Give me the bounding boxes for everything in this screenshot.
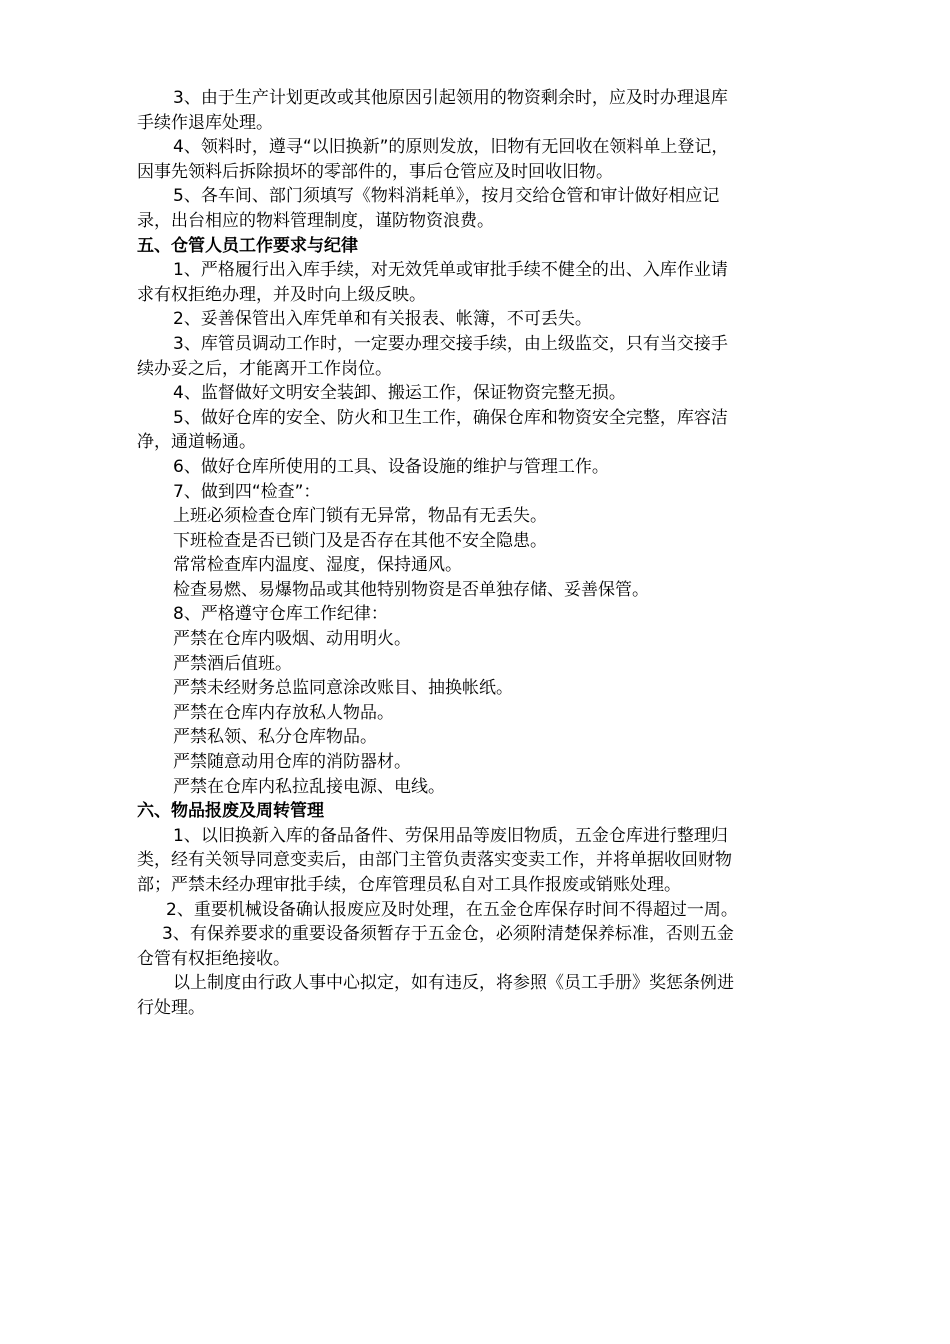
paragraph-line: 严禁在仓库内存放私人物品。	[173, 702, 394, 723]
paragraph-line: 严禁在仓库内私拉乱接电源、电线。	[173, 776, 445, 797]
paragraph-line: 下班检查是否已锁门及是否存在其他不安全隐患。	[173, 530, 547, 551]
paragraph-line: 7、做到四“检查”：	[173, 481, 321, 502]
paragraph-line: 4、监督做好文明安全装卸、搬运工作，保证物资完整无损。	[173, 383, 626, 404]
paragraph-line: 手续作退库处理。	[137, 112, 273, 133]
paragraph-line: 严禁私领、私分仓库物品。	[173, 727, 377, 748]
paragraph-line: 净，通道畅通。	[137, 432, 256, 453]
section-heading: 五、仓管人员工作要求与纪律	[137, 235, 358, 256]
paragraph-line: 4、领料时，遵寻“以旧换新”的原则发放，旧物有无回收在领料单上登记，	[173, 137, 729, 158]
document-body	[137, 86, 817, 1021]
paragraph-line: 2、重要机械设备确认报废应及时处理，在五金仓库保存时间不得超过一周。	[166, 899, 738, 920]
paragraph-line: 3、库管员调动工作时，一定要办理交接手续，由上级监交，只有当交接手	[173, 333, 728, 354]
paragraph-line: 续办妥之后，才能离开工作岗位。	[137, 358, 392, 379]
paragraph-line: 常常检查库内温度、湿度，保持通风。	[173, 555, 462, 576]
paragraph-line: 2、妥善保管出入库凭单和有关报表、帐簿，不可丢失。	[173, 309, 592, 330]
paragraph-line: 因事先领料后拆除损坏的零部件的，事后仓管应及时回收旧物。	[137, 161, 613, 182]
paragraph-line: 仓管有权拒绝接收。	[137, 948, 290, 969]
paragraph-line: 检查易燃、易爆物品或其他特别物资是否单独存储、妥善保管。	[173, 579, 649, 600]
paragraph-line: 6、做好仓库所使用的工具、设备设施的维护与管理工作。	[173, 456, 609, 477]
paragraph-line: 求有权拒绝办理，并及时向上级反映。	[137, 284, 426, 305]
paragraph-line: 严禁随意动用仓库的消防器材。	[173, 752, 411, 773]
paragraph-line: 类，经有关领导同意变卖后，由部门主管负责落实变卖工作，并将单据收回财物	[137, 850, 732, 871]
paragraph-line: 严禁在仓库内吸烟、动用明火。	[173, 629, 411, 650]
paragraph-line: 录，出台相应的物料管理制度，谨防物资浪费。	[137, 210, 494, 231]
paragraph-line: 3、有保养要求的重要设备须暂存于五金仓，必须附清楚保养标准，否则五金	[162, 924, 734, 945]
paragraph-line: 部；严禁未经办理审批手续，仓库管理员私自对工具作报废或销账处理。	[137, 875, 681, 895]
paragraph-line: 严禁酒后值班。	[173, 653, 292, 674]
paragraph-line: 5、各车间、部门须填写《物料消耗单》，按月交给仓管和审计做好相应记	[173, 186, 720, 207]
paragraph-line: 严禁未经财务总监同意涂改账目、抽换帐纸。	[173, 678, 513, 699]
paragraph-line: 以上制度由行政人事中心拟定，如有违反，将参照《员工手册》奖惩条例进	[173, 973, 734, 994]
paragraph-line: 上班必须检查仓库门锁有无异常，物品有无丢失。	[173, 506, 547, 527]
paragraph-line: 1、严格履行出入库手续，对无效凭单或审批手续不健全的出、入库作业请	[173, 260, 728, 281]
paragraph-line: 行处理。	[137, 997, 205, 1018]
paragraph-line: 5、做好仓库的安全、防火和卫生工作，确保仓库和物资安全完整，库容洁	[173, 407, 728, 428]
paragraph-line: 8、严格遵守仓库工作纪律：	[173, 604, 388, 625]
paragraph-line: 3、由于生产计划更改或其他原因引起领用的物资剩余时，应及时办理退库	[173, 88, 728, 108]
paragraph-line: 1、以旧换新入库的备品备件、劳保用品等废旧物质，五金仓库进行整理归	[173, 825, 728, 846]
section-heading: 六、物品报废及周转管理	[137, 801, 324, 822]
